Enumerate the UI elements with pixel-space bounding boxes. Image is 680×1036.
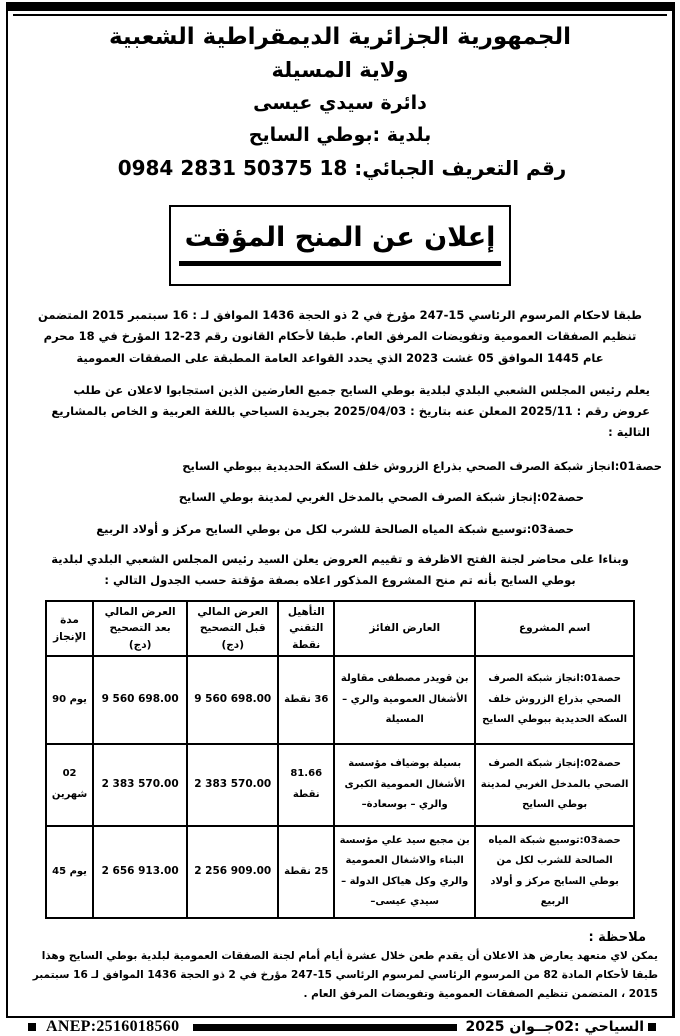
lot-03-line: حصة03:توسيع شبكة المياه الصالحة للشرب لكل من بوطي السايح مركز و أولاد الربيع bbox=[96, 521, 574, 536]
cell-duration: 02 شهرين bbox=[46, 744, 93, 826]
col-header-duration: مدة الإنجاز bbox=[46, 601, 93, 656]
footer bbox=[28, 1018, 656, 1036]
lots-list bbox=[8, 459, 672, 536]
cell-offer-before: 2 256 909.00 bbox=[187, 826, 278, 918]
note-label: ملاحظة : bbox=[588, 929, 646, 945]
cell-project: حصة03:توسيع شبكة المياه الصالحة للشرب لكل من بوطي السايح مركز و أولاد الربيع bbox=[475, 826, 634, 918]
cell-offer-after: 2 656 913.00 bbox=[93, 826, 187, 918]
cell-points: 81.66 نقطة bbox=[278, 744, 334, 826]
document-header bbox=[8, 24, 672, 180]
journal-name-and-date: السياحي :02جــوان 2025 bbox=[465, 1018, 644, 1035]
tax-id-label: رقم التعريف الجبائي: bbox=[354, 156, 567, 180]
daira-line: دائرة سيدي عيسى bbox=[253, 92, 427, 114]
cell-duration: 45 يوم bbox=[46, 826, 93, 918]
cell-bidder: بسيلة بوضياف مؤسسة الأشغال العمومية الكبرى والري – بوسعادة– bbox=[334, 744, 475, 826]
announcement-title-box bbox=[169, 205, 511, 286]
cell-offer-before: 9 560 698.00 bbox=[187, 656, 278, 744]
table-row-lot02 bbox=[46, 744, 634, 826]
commune-line: بلدية :بوطي السايح bbox=[248, 124, 432, 146]
cell-project: حصة02:إنجاز شبكة الصرف الصحي بالمدخل الغربي لمدينة بوطي السايح bbox=[475, 744, 634, 826]
cell-offer-after: 9 560 698.00 bbox=[93, 656, 187, 744]
footer-left-square-mark bbox=[28, 1023, 36, 1031]
col-header-offer-before-correction: العرض المالي قبل التصحيح (دج) bbox=[187, 601, 278, 656]
cell-offer-after: 2 383 570.00 bbox=[93, 744, 187, 826]
cell-bidder: بن مجبع سيد علي مؤسسة البناء والاشغال العمومية والري وكل هياكل الدولة –سيدي عيسى– bbox=[334, 826, 475, 918]
republic-title: الجمهورية الجزائرية الديمقراطية الشعبية bbox=[108, 24, 572, 50]
col-header-technical-points: التأهيل التقني نقطة bbox=[278, 601, 334, 656]
tax-id-number: 0984 2831 50375 18 bbox=[117, 156, 348, 180]
cell-offer-before: 2 383 570.00 bbox=[187, 744, 278, 826]
note-section bbox=[8, 930, 672, 1004]
cell-points: 36 نقطة bbox=[278, 656, 334, 744]
legal-basis-paragraph: طبقا لاحكام المرسوم الرئاسي 15-247 مؤرخ في 2 ذو الحجة 1436 الموافق لـ : 16 سبتمبر 2015 المتضمن تنظيم الصفقات العمومية وتفويضات المرفق العام. طبقا لأحكام القانون رقم 23-12 المؤرخ في 18 محرم عام 1445 الموافق 05 غشت 2023 الذي يحدد القواعد العامة المطبقة على الصفقات العمومية bbox=[38, 308, 642, 365]
footer-divider-bar bbox=[193, 1024, 457, 1031]
anep-reference-number: ANEP:2516018560 bbox=[46, 1017, 180, 1035]
col-header-project: اسم المشروع bbox=[475, 601, 634, 656]
table-row-lot01 bbox=[46, 656, 634, 744]
lot-01-line: حصة01:انجاز شبكة الصرف الصحي بذراع الزروش خلف السكة الحديدية ببوطي السايح bbox=[182, 458, 662, 473]
footer-right-square-mark bbox=[648, 1023, 656, 1031]
inner-top-rule bbox=[13, 14, 667, 16]
cell-project: حصة01:انجاز شبكة الصرف الصحي بذراع الزروش خلف السكة الحديدية ببوطي السايح bbox=[475, 656, 634, 744]
cell-duration: 90 يوم bbox=[46, 656, 93, 744]
tax-id-line bbox=[8, 156, 672, 180]
cell-bidder: بن قويدر مصطفى مقاولة الأشغال العمومية والري – المسيلة bbox=[334, 656, 475, 744]
provisional-award-table bbox=[45, 600, 635, 919]
lot-02-line: حصة02:إنجاز شبكة الصرف الصحي بالمدخل الغربي لمدينة بوطي السايح bbox=[178, 489, 584, 504]
col-header-winning-bidder: العارض الفائز bbox=[334, 601, 475, 656]
award-paragraph: وبناءا على محاضر لجنة الفتح الاظرفة و تقييم العروض يعلن السيد رئيس المجلس الشعبي البلدي لبلدية بوطي السايح بأنه تم منح المشروع المذكور اعلاه بصفة مؤقتة حسب الجدول التالي : bbox=[51, 551, 629, 587]
note-body: يمكن لاي متعهد يعارض هذ الاعلان أن يقدم طعن خلال عشرة أيام أمام لجنة الصفقات العمومية لبلدية بوطي السايح وهذا طبقا لأحكام المادة 82 من المرسوم الرئاسي لمرسوم الرئاسي 15-247 مؤرخ في 2 ذو الحجة 1436 الموافق لـ 16 سبتمبر 2015 ، المتضمن تنظيم الصفقات العمومية وتفويضات المرفق العام . bbox=[32, 949, 658, 1000]
announcement-title: إعلان عن المنح المؤقت bbox=[179, 222, 502, 266]
col-header-offer-after-correction: العرض المالي بعد التصحيح (دج) bbox=[93, 601, 187, 656]
cell-points: 25 نقطة bbox=[278, 826, 334, 918]
page-border-frame bbox=[6, 2, 675, 1035]
table-row-lot03 bbox=[46, 826, 634, 918]
table-header-row bbox=[46, 601, 634, 656]
announcement-paragraph: يعلم رئيس المجلس الشعبي البلدي لبلدية بوطي السايح جميع العارضين الذين استجابوا لاعلان عن طلب عروض رقم : 2025/11 المعلن عنه بتاريخ : 2025/04/03 بجريدة السياحي باللغة العربية و الخاص بالمشاريع التالية : bbox=[51, 382, 650, 440]
wilaya-line: ولاية المسيلة bbox=[271, 58, 409, 82]
